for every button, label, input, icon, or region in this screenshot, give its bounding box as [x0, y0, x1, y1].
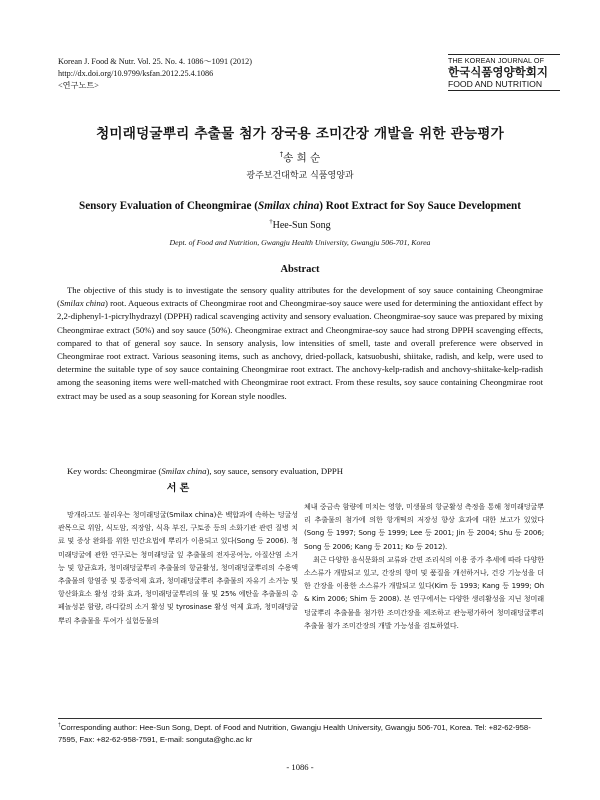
intro-paragraph-1: 망개라고도 불리우는 청미래덩굴(Smilax china)은 백합과에 속하는 덩굴성 관목으로 위암, 식도암, 직장암, 식욕 부진, 구토증 등의 소화기관 관련 질병 치료 및 증상 완화를 위한 민간요법에 뿌리가 이용되고 있다(Song 등 2006). 청미래덩굴에 관한 연구로는 청미래덩굴 잎 추출물의 전자공여능, 아질산염 소거능 및 항균효과, 청미래덩굴뿌리 추출물의 항균활성, 청미래덩굴뿌리의 수용액 추출물의 항염증 및 통증억제 효과, 청미래덩굴뿌리 추출물의 자유기 소거능 및 항산화효소 활성 강화 효과, 청미래덩굴뿌리의 물 및 25% 에탄올 추출물의 총 페놀성분 함량, 라디칼의 소거 활성 및 tyrosinase 활성 억제 효과, 청미래덩굴뿌리 추출물을 투여가 실험동물의 — [58, 510, 298, 625]
intro-paragraph-2: 최근 다양한 음식문화의 교류와 간편 조리식의 이용 증가 추세에 따라 다양한 소스류가 개발되고 있고, 간장의 향미 및 품질을 개선하거나, 건강 기능성을 더한 간장을 이용한 소스류가 개발되고 있다(Kim 등 1993; Kang 등 1999; Oh & Kim 2006; Shim 등 2008). 본 연구에서는 다양한 생리활성을 지닌 청미래덩굴뿌리 추출물을 첨가한 조미간장을 제조하고 관능평가하여 청미래덩굴뿌리 추출물 첨가 조미간장의 개발 가능성을 검토하였다. — [304, 554, 544, 630]
abstract-heading: Abstract — [280, 264, 320, 275]
footnote-mark: † — [58, 722, 61, 729]
intro-left-column — [58, 482, 298, 627]
keywords-species: Smilax china — [161, 466, 207, 476]
footnote-divider — [58, 718, 542, 719]
english-author-name: Hee-Sun Song — [272, 220, 331, 231]
journal-citation: Korean J. Food & Nutr. Vol. 25. No. 4. 1086～1091 (2012) — [58, 57, 252, 66]
keywords — [67, 466, 343, 476]
article-type: <연구노트> — [58, 81, 99, 91]
abstract-species: Smilax china — [59, 298, 106, 309]
corresponding-author-footnote — [58, 722, 542, 746]
corresponding-mark: † — [279, 150, 284, 159]
doi-link[interactable]: http://dx.doi.org/10.9799/ksfan.2012.25.4.1086 — [58, 69, 214, 79]
english-title — [0, 200, 600, 212]
intro-right-column — [304, 500, 544, 632]
english-title-part2: ) Root Extract for Soy Sauce Development — [319, 200, 521, 212]
intro-paragraph-1-continued: 체내 중금속 함량에 미치는 영향, 미생물의 항균활성 측정을 통해 청미래덩굴뿌리 추출물의 첨가에 의한 항개떡의 저장성 향상 효과에 대한 보고가 있었다(Song 등 1997; Song 등 1999; Lee 등 2001; Jin 등 2004; Shu 등 2006; Song 등 2006; Kang 등 2011; Ko 등 2012). — [304, 502, 544, 551]
keywords-label: Key words: Cheongmirae ( — [67, 466, 162, 476]
abstract-text-2: ) root. Aqueous extracts of Cheongmirae root and Cheongmirae-soy sauce were used for determining the antioxidant effect by 2,2-diphenyl-1-picrylhydrazyl (DPPH) radical scavenging activity and sensory evaluation. Cheongmirae-soy sauce was prepared by mixing Cheongmirae extract (50%) and soy sauce (50%). Cheongmirae extract and Cheongmirae-soy sauce had strong DPPH scavenging effects, compared to that of general soy sauce. In sensory analysis, low intensities of smell, taste and overall preference were observed in Cheongmirae root extract. Various seasoning items, such as anchovy, dried-pollack, katsuobushi, shiitake, radish, and kelp, were used to determine the suitable type of soy sauce containing Cheongmirae root extract. The anchovy-kelp-radish and anchovy-shiitake-kelp-radish among the seasoning items were well-matched with Cheongmirae root extract. From these results, soy sauce containing Cheongmirae root extract may be used as a soup seasoning for Korean style noodles. — [57, 298, 543, 401]
journal-logo — [448, 54, 560, 91]
page-number: - 1086 - — [286, 762, 314, 772]
journal-logo-line3: FOOD AND NUTRITION — [448, 79, 560, 91]
abstract-paragraph — [57, 284, 543, 403]
english-title-species: Smilax china — [257, 200, 320, 212]
abstract-body — [57, 284, 543, 403]
english-corresponding-mark: † — [269, 218, 273, 226]
english-affiliation: Dept. of Food and Nutrition, Gwangju Health University, Gwangju 506-701, Korea — [169, 238, 431, 247]
korean-title: 청미래덩굴뿌리 추출물 첨가 장국용 조미간장 개발을 위한 관능평가 — [96, 126, 504, 142]
korean-author-name: 송 희 순 — [283, 152, 321, 164]
keywords-rest: ), soy sauce, sensory evaluation, DPPH — [206, 466, 344, 476]
english-title-part1: Sensory Evaluation of Cheongmirae ( — [78, 200, 258, 212]
english-author — [0, 220, 600, 231]
korean-affiliation: 광주보건대학교 식품영양과 — [246, 171, 354, 181]
journal-logo-line2: 한국식품영양학회지 — [448, 65, 548, 79]
abstract-text-1: The objective of this study is to investigate the sensory quality attributes for the development of soy sauce containing Cheongmirae ( — [57, 285, 543, 309]
korean-author — [0, 150, 600, 165]
citation-block — [58, 56, 252, 93]
intro-heading: 서 론 — [166, 483, 190, 494]
footnote-text: Corresponding author: Hee-Sun Song, Dept. of Food and Nutrition, Gwangju Health University, Gwangju 506-701, Korea. Tel: +82-62-958-7595, Fax: +82-62-958-7591, E-mail: songuta@ghc.ac kr — [58, 723, 531, 744]
journal-logo-line1: THE KOREAN JOURNAL OF — [448, 54, 560, 65]
